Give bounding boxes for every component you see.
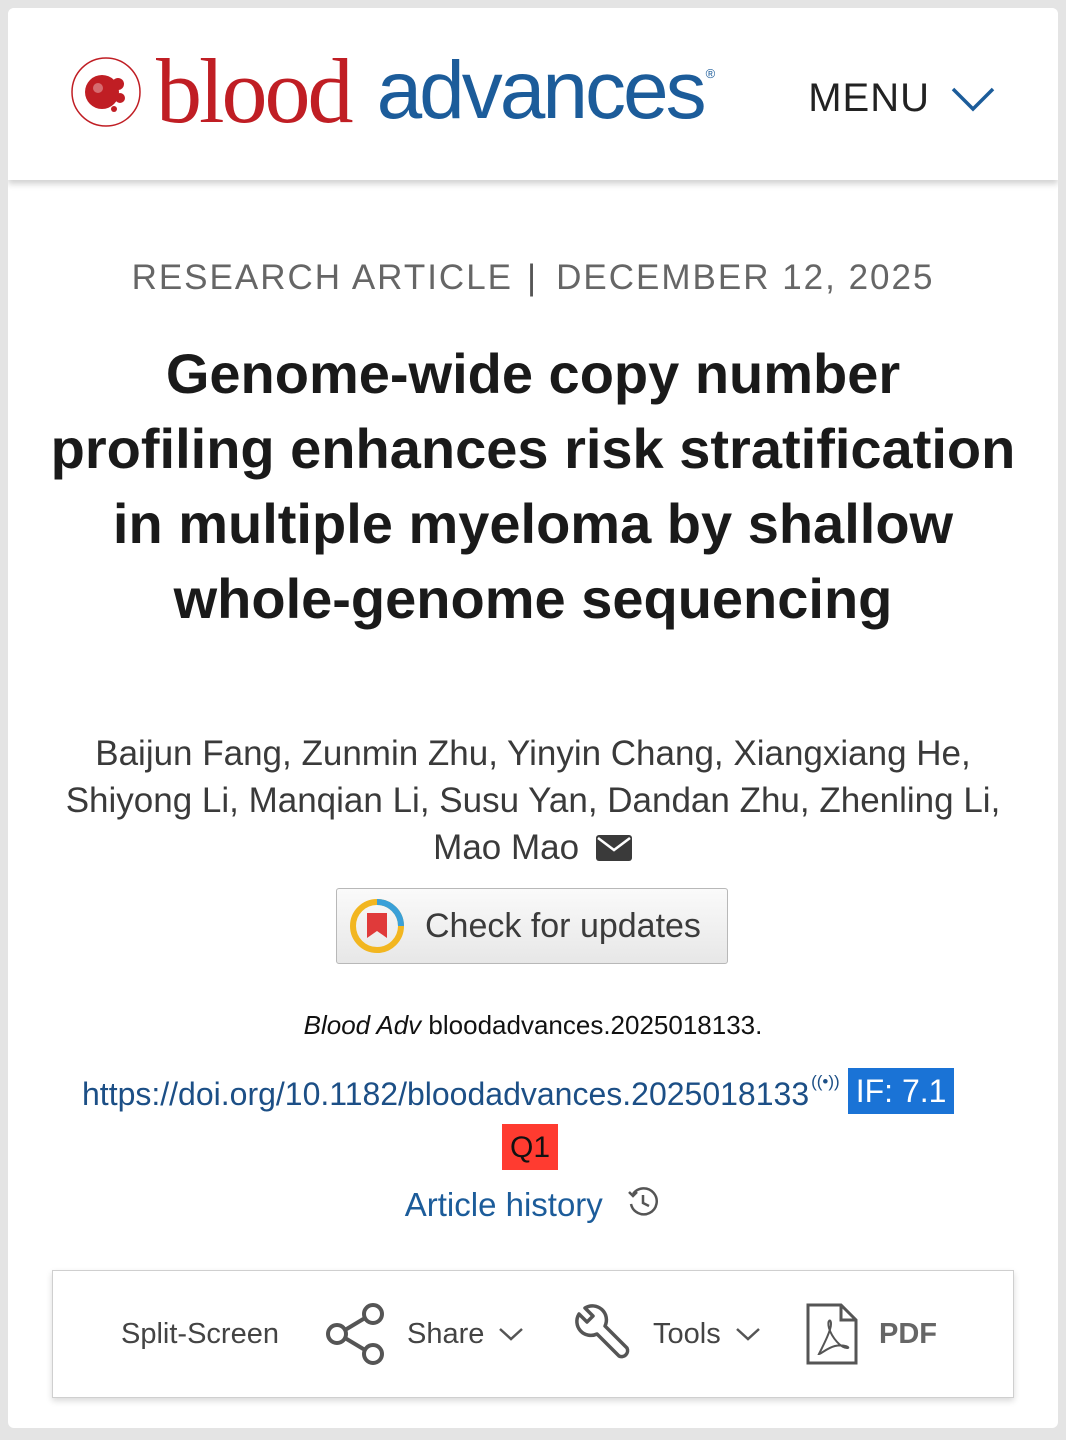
check-for-updates-label: Check for updates bbox=[425, 906, 701, 945]
authors-text[interactable]: Baijun Fang, Zunmin Zhu, Yinyin Chang, Xiangxiang He, Shiyong Li, Manqian Li, Susu Yan, Dandan Zhu, Zhenling Li, Mao Mao bbox=[65, 734, 1001, 867]
article-type: RESEARCH ARTICLE bbox=[131, 258, 514, 297]
journal-logo[interactable] bbox=[68, 40, 716, 148]
menu-label: MENU bbox=[808, 76, 930, 120]
envelope-icon[interactable] bbox=[595, 833, 633, 863]
ash-emblem-icon bbox=[68, 54, 144, 130]
pdf-label: PDF bbox=[879, 1317, 937, 1350]
pdf-file-icon bbox=[805, 1302, 859, 1366]
share-button[interactable] bbox=[325, 1299, 524, 1369]
citation-line bbox=[8, 1010, 1058, 1041]
author-list bbox=[48, 730, 1018, 871]
altmetric-icon[interactable]: ((•)) bbox=[811, 1072, 840, 1091]
share-icon bbox=[325, 1303, 387, 1365]
doi-row bbox=[82, 1066, 954, 1122]
citation-id: bloodadvances.2025018133. bbox=[428, 1010, 763, 1040]
pdf-button[interactable] bbox=[805, 1299, 937, 1369]
journal-abbrev: Blood Adv bbox=[303, 1010, 422, 1040]
tools-button[interactable] bbox=[569, 1299, 761, 1369]
logo-blood-word: blood bbox=[156, 40, 351, 142]
tools-label: Tools bbox=[653, 1317, 721, 1350]
chevron-down-icon bbox=[498, 1326, 524, 1342]
article-date: DECEMBER 12, 2025 bbox=[556, 258, 935, 297]
crossmark-icon bbox=[349, 898, 405, 954]
check-for-updates-button[interactable] bbox=[336, 888, 728, 964]
article-meta bbox=[8, 258, 1058, 298]
article-toolbar bbox=[52, 1270, 1014, 1398]
split-screen-label: Split-Screen bbox=[121, 1317, 279, 1350]
doi-link[interactable]: https://doi.org/10.1182/bloodadvances.2025018133 bbox=[82, 1076, 810, 1112]
registered-mark: ® bbox=[705, 66, 716, 81]
share-label: Share bbox=[407, 1317, 485, 1350]
site-header bbox=[8, 8, 1058, 180]
quartile-badge: Q1 bbox=[502, 1124, 558, 1170]
chevron-down-icon bbox=[950, 85, 996, 113]
article-title: Genome-wide copy number profiling enhances risk stratification in multiple myeloma by shallow whole-genome sequencing bbox=[50, 342, 1016, 630]
impact-factor-badge: IF: 7.1 bbox=[848, 1068, 955, 1114]
logo-advances-word: advances bbox=[376, 45, 704, 136]
page-card bbox=[8, 8, 1058, 1428]
history-clock-icon[interactable] bbox=[625, 1184, 661, 1220]
meta-separator: | bbox=[527, 258, 539, 297]
wrench-icon bbox=[569, 1302, 633, 1366]
split-screen-button[interactable] bbox=[121, 1299, 279, 1369]
article-history-link[interactable]: Article history bbox=[404, 1186, 603, 1223]
menu-button[interactable] bbox=[808, 76, 996, 121]
chevron-down-icon bbox=[735, 1326, 761, 1342]
article-history bbox=[8, 1184, 1058, 1224]
